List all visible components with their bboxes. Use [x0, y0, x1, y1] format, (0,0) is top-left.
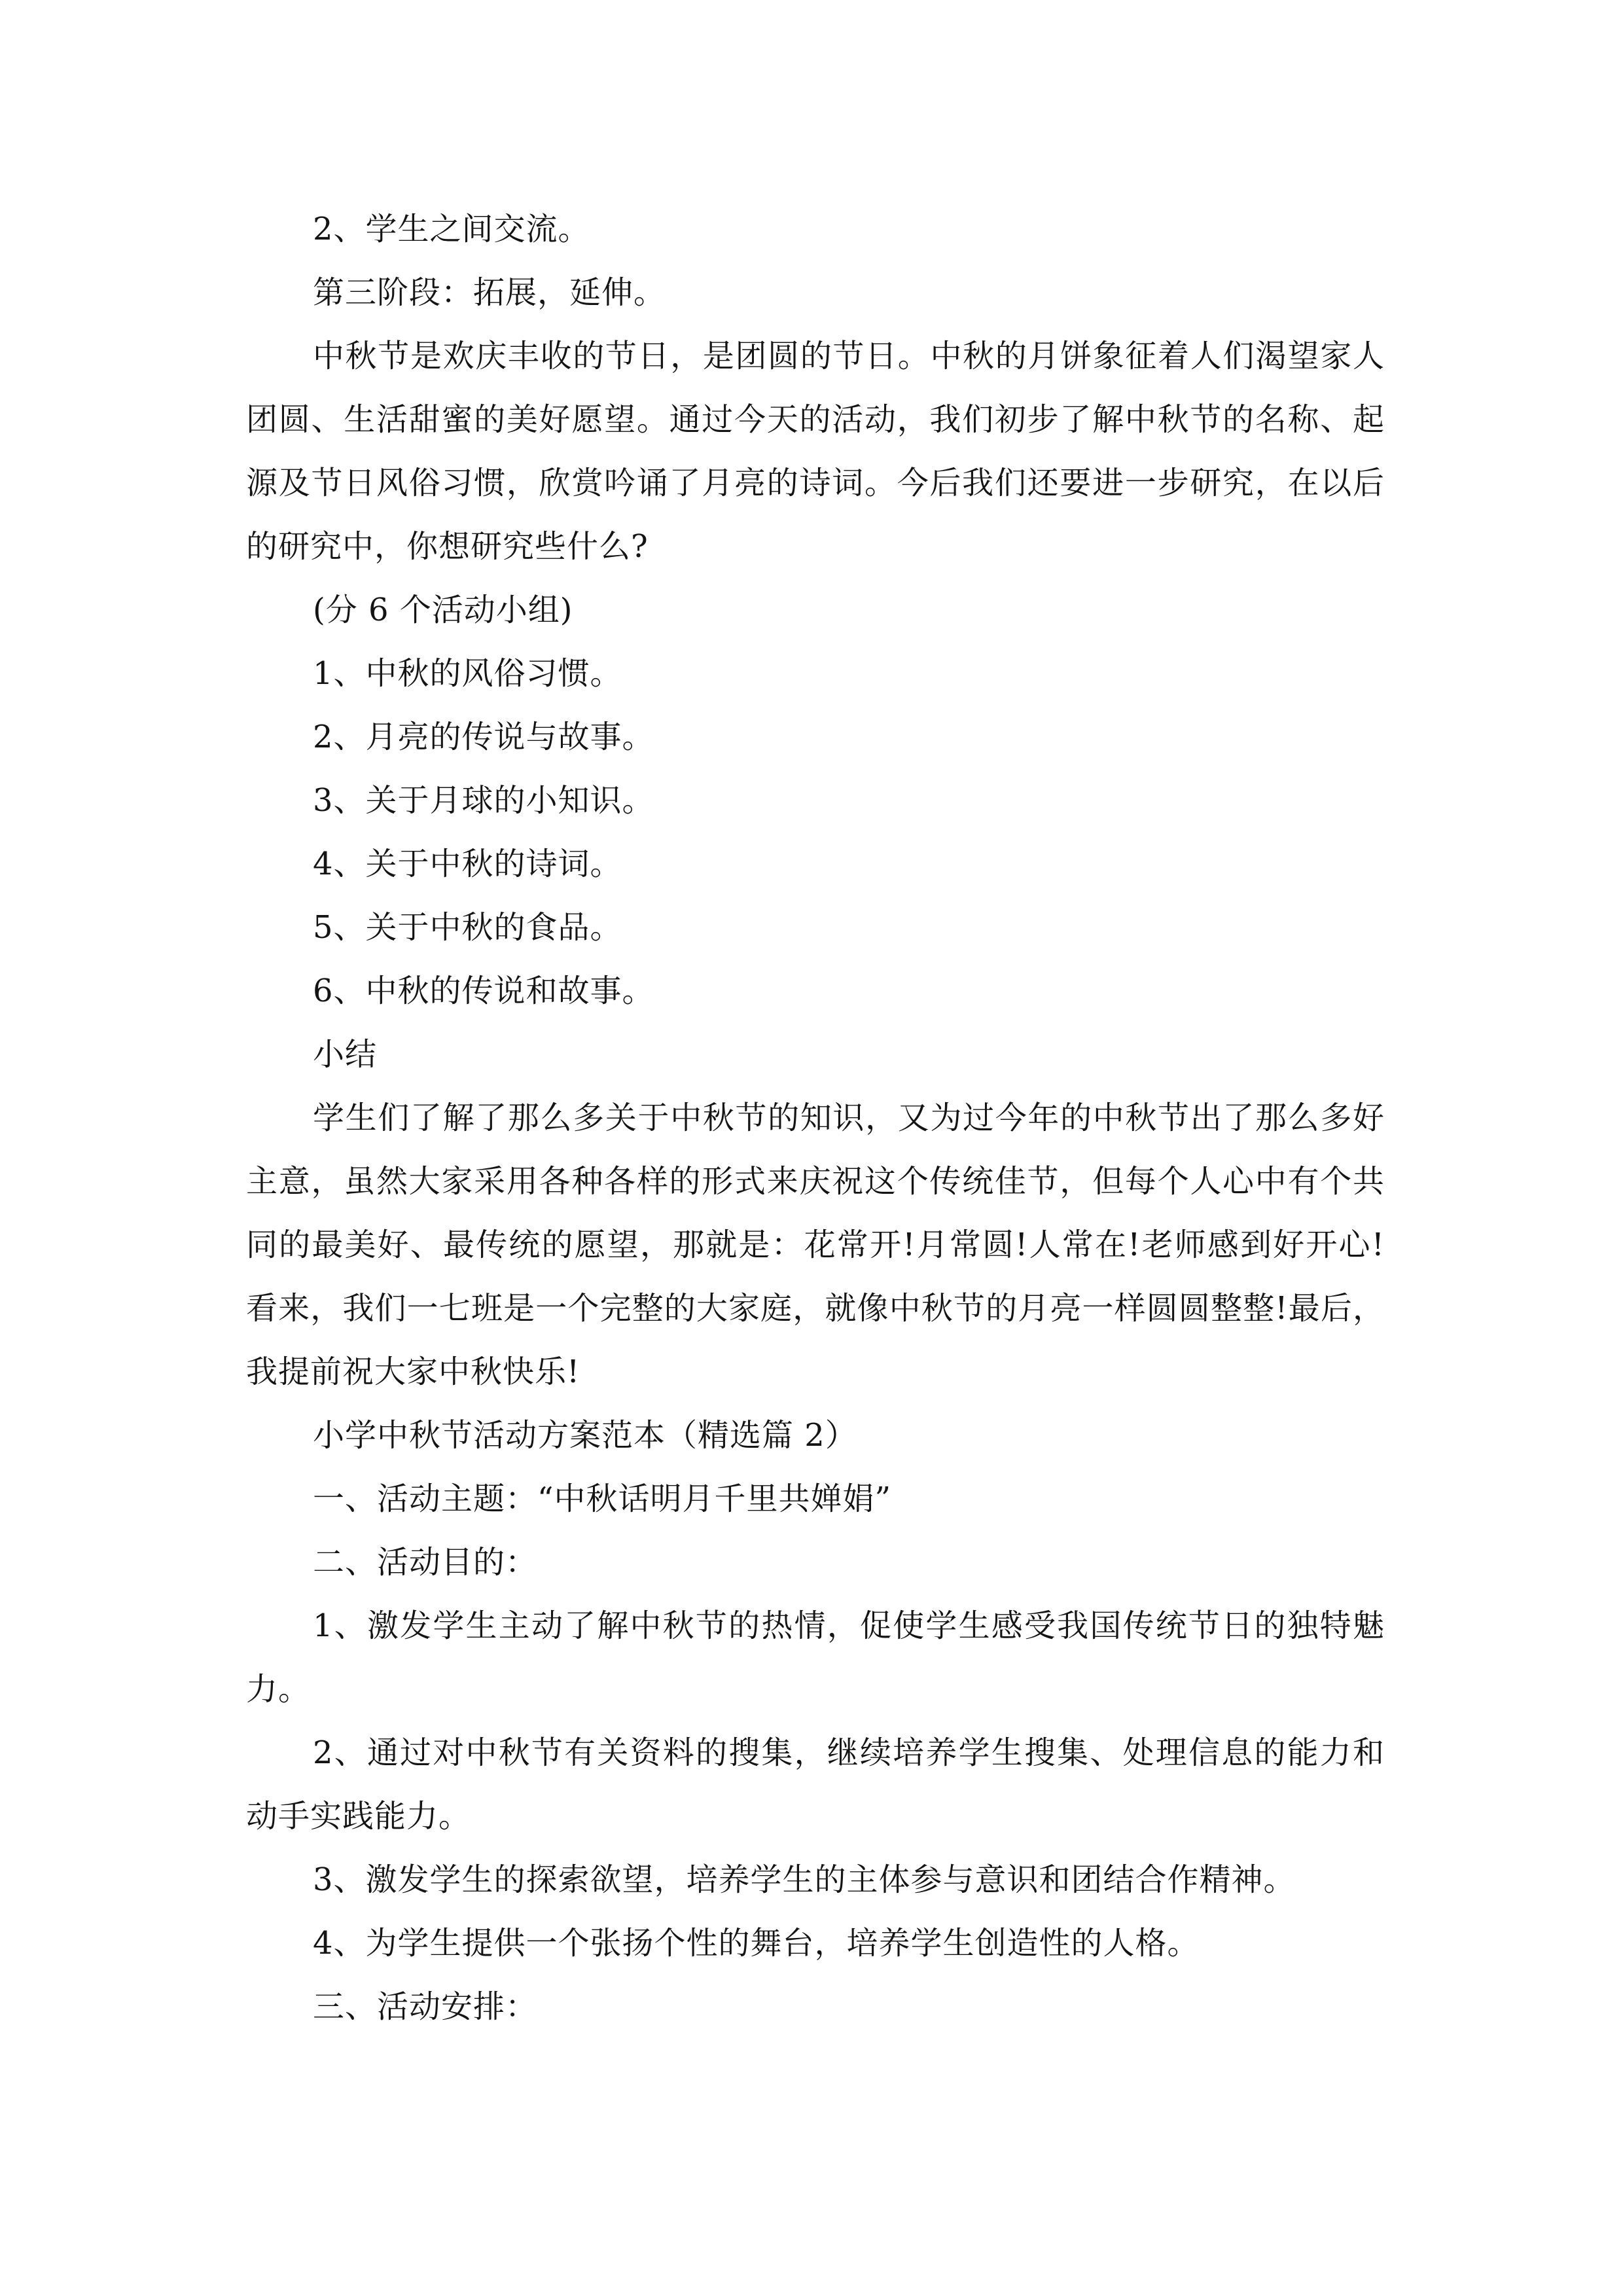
- section-heading: 一、活动主题：“中秋话明月千里共婵娟”: [313, 1480, 892, 1517]
- section-heading: 第三阶段：拓展，延伸。: [313, 274, 666, 311]
- document-body: [246, 198, 1385, 2039]
- paragraph: 2、学生之间交流。: [313, 211, 590, 247]
- list-item: 5、关于中秋的食品。: [313, 909, 622, 946]
- section-heading: 三、活动安排：: [313, 1988, 538, 2025]
- list-item: 1、激发学生主动了解中秋节的热情，促使学生感受我国传统节日的独特魅力。: [246, 1607, 1385, 1708]
- list-item: 6、中秋的传说和故事。: [313, 973, 654, 1009]
- list-item: 1、中秋的风俗习惯。: [313, 655, 622, 692]
- paragraph: 中秋节是欢庆丰收的节日，是团圆的节日。中秋的月饼象征着人们渴望家人团圆、生活甜蜜的美好愿望。通过今天的活动，我们初步了解中秋节的名称、起源及节日风俗习惯，欣赏吟诵了月亮的诗词。今后我们还要进一步研究，在以后的研究中，你想研究些什么?: [246, 338, 1385, 565]
- list-item: 3、激发学生的探索欲望，培养学生的主体参与意识和团结合作精神。: [313, 1861, 1296, 1898]
- section-heading: 小结: [313, 1036, 378, 1073]
- list-item: 4、为学生提供一个张扬个性的舞台，培养学生创造性的人格。: [313, 1925, 1200, 1962]
- list-item: 3、关于月球的小知识。: [313, 782, 654, 819]
- list-item: 2、月亮的传说与故事。: [313, 719, 654, 755]
- list-item: 4、关于中秋的诗词。: [313, 846, 622, 882]
- paragraph: (分 6 个活动小组): [313, 592, 573, 628]
- article-title: 小学中秋节活动方案范本（精选篇 2）: [313, 1417, 857, 1454]
- section-heading: 二、活动目的：: [313, 1544, 538, 1581]
- paragraph: 学生们了解了那么多关于中秋节的知识，又为过今年的中秋节出了那么多好主意，虽然大家采用各种各样的形式来庆祝这个传统佳节，但每个人心中有个共同的最美好、最传统的愿望，那就是：花常开!月常圆!人常在!老师感到好开心!看来，我们一七班是一个完整的大家庭，就像中秋节的月亮一样圆圆整整!最后，我提前祝大家中秋快乐!: [246, 1100, 1385, 1390]
- list-item: 2、通过对中秋节有关资料的搜集，继续培养学生搜集、处理信息的能力和动手实践能力。: [246, 1734, 1385, 1835]
